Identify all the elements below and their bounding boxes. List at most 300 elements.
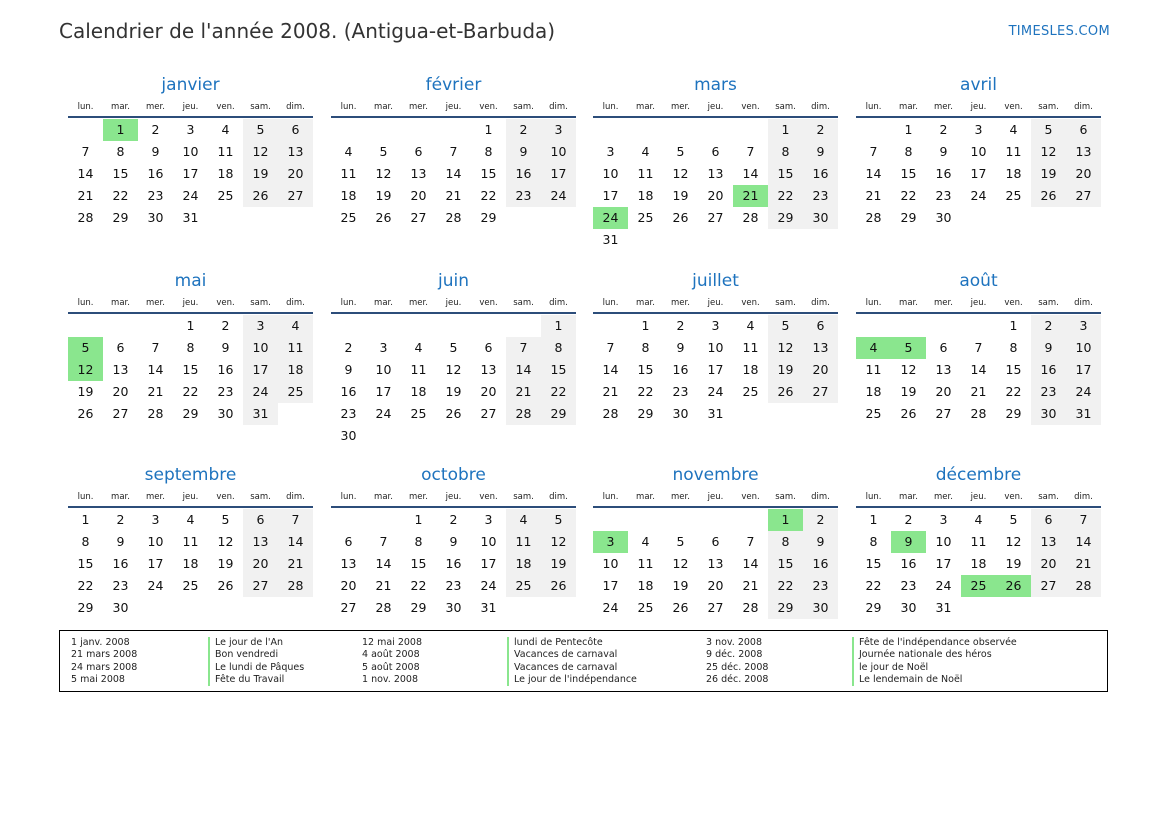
weekday-header (593, 294, 838, 314)
day-cell: 18 (182, 556, 199, 571)
day-cell: 24 (707, 384, 724, 399)
day-cell: 11 (217, 144, 234, 159)
day-cell: 19 (243, 163, 278, 185)
day-cell: 16 (445, 556, 462, 571)
day-cell: 4 (641, 534, 650, 549)
day-cell: 9 (939, 144, 948, 159)
day-cell: 1 (541, 315, 576, 337)
month-name: octobre (421, 465, 486, 485)
day-cell: 20 (112, 384, 129, 399)
month-name: janvier (161, 75, 220, 95)
day-cell: 6 (1066, 119, 1101, 141)
weekday-label: mar. (636, 492, 655, 502)
day-cell: 12 (1005, 534, 1022, 549)
empty-cell (366, 119, 401, 141)
day-cell: 12 (768, 337, 803, 359)
day-cell: 7 (606, 340, 615, 355)
day-cell: 19 (77, 384, 94, 399)
empty-cell (593, 315, 628, 337)
day-cell: 1 (904, 122, 913, 137)
legend-date-column (706, 637, 768, 686)
empty-cell (1066, 207, 1101, 229)
holiday-day-cell: 9 (891, 531, 926, 553)
day-cell: 28 (742, 600, 759, 615)
day-cell: 31 (707, 406, 724, 421)
day-cell: 15 (768, 163, 803, 185)
day-cell: 3 (711, 318, 720, 333)
weekday-label: dim. (549, 492, 568, 502)
day-cell: 5 (1009, 512, 1018, 527)
day-cell: 18 (410, 384, 427, 399)
weekday-label: sam. (513, 492, 534, 502)
empty-cell (698, 509, 733, 531)
day-cell: 12 (900, 362, 917, 377)
day-cell: 15 (480, 166, 497, 181)
weekday-label: mar. (374, 492, 393, 502)
empty-cell (366, 315, 401, 337)
day-cell: 27 (278, 185, 313, 207)
day-cell: 25 (410, 406, 427, 421)
day-cell: 8 (641, 340, 650, 355)
day-cell: 2 (803, 509, 838, 531)
day-cell: 31 (1066, 403, 1101, 425)
day-cell: 12 (1031, 141, 1066, 163)
day-cell: 26 (900, 406, 917, 421)
day-cell: 25 (637, 210, 654, 225)
day-cell: 27 (707, 600, 724, 615)
day-cell: 8 (541, 337, 576, 359)
weekday-label: jeu. (707, 298, 724, 308)
day-cell: 19 (375, 188, 392, 203)
weekday-label: ven. (1004, 298, 1023, 308)
day-cell: 4 (344, 144, 353, 159)
day-cell: 30 (445, 600, 462, 615)
day-cell: 10 (970, 144, 987, 159)
day-cell: 13 (340, 556, 357, 571)
empty-cell (401, 315, 436, 337)
day-cell: 9 (116, 534, 125, 549)
day-cell: 29 (541, 403, 576, 425)
weekday-label: mer. (146, 492, 165, 502)
legend-date-column (71, 637, 137, 686)
weekday-label: jeu. (970, 298, 987, 308)
day-cell: 17 (541, 163, 576, 185)
day-cell: 20 (803, 359, 838, 381)
day-cell: 6 (116, 340, 125, 355)
weekday-label: mer. (671, 492, 690, 502)
month-block (68, 74, 313, 229)
day-cell: 29 (480, 210, 497, 225)
weekday-label: mer. (409, 492, 428, 502)
day-cell: 7 (379, 534, 388, 549)
day-cell: 23 (935, 188, 952, 203)
day-cell: 5 (221, 512, 230, 527)
day-cell: 24 (541, 185, 576, 207)
day-cell: 21 (970, 384, 987, 399)
day-cell: 13 (803, 337, 838, 359)
weekday-header (68, 488, 313, 508)
empty-cell (663, 509, 698, 531)
day-cell: 1 (641, 318, 650, 333)
weekday-label: mar. (111, 492, 130, 502)
day-cell: 10 (182, 144, 199, 159)
day-cell: 17 (375, 384, 392, 399)
day-grid (856, 119, 1101, 229)
day-cell: 14 (506, 359, 541, 381)
weekday-label: dim. (811, 298, 830, 308)
day-cell: 14 (970, 362, 987, 377)
day-grid (593, 315, 838, 425)
day-cell: 6 (243, 509, 278, 531)
day-cell: 9 (221, 340, 230, 355)
day-cell: 18 (970, 556, 987, 571)
day-cell: 22 (768, 185, 803, 207)
day-cell: 11 (410, 362, 427, 377)
day-cell: 20 (1031, 553, 1066, 575)
day-cell: 20 (1066, 163, 1101, 185)
day-cell: 29 (768, 597, 803, 619)
day-cell: 27 (410, 210, 427, 225)
empty-cell (593, 119, 628, 141)
day-cell: 13 (112, 362, 129, 377)
day-cell: 28 (970, 406, 987, 421)
day-cell: 23 (900, 578, 917, 593)
weekday-label: ven. (479, 492, 498, 502)
day-cell: 25 (506, 575, 541, 597)
day-cell: 27 (1066, 185, 1101, 207)
day-cell: 2 (221, 318, 230, 333)
empty-cell (138, 597, 173, 619)
weekday-header (331, 98, 576, 118)
day-cell: 10 (1066, 337, 1101, 359)
day-cell: 25 (217, 188, 234, 203)
day-cell: 6 (414, 144, 423, 159)
day-cell: 29 (410, 600, 427, 615)
day-cell: 29 (112, 210, 129, 225)
empty-cell (1031, 597, 1066, 619)
weekday-label: mar. (899, 298, 918, 308)
day-cell: 25 (865, 406, 882, 421)
weekday-header (68, 98, 313, 118)
day-cell: 4 (974, 512, 983, 527)
day-cell: 3 (974, 122, 983, 137)
day-cell: 5 (449, 340, 458, 355)
weekday-label: ven. (479, 102, 498, 112)
month-name: avril (960, 75, 997, 95)
day-cell: 7 (746, 144, 755, 159)
day-cell: 29 (865, 600, 882, 615)
day-cell: 30 (935, 210, 952, 225)
day-cell: 8 (484, 144, 493, 159)
weekday-label: mer. (934, 102, 953, 112)
legend-holiday-name: Le lundi de Pâques (208, 662, 304, 674)
holiday-day-cell: 3 (593, 531, 628, 553)
weekday-label: lun. (340, 102, 357, 112)
month-name: novembre (672, 465, 759, 485)
day-cell: 21 (1066, 553, 1101, 575)
day-cell: 18 (278, 359, 313, 381)
weekday-label: jeu. (445, 492, 462, 502)
day-cell: 8 (869, 534, 878, 549)
day-cell: 17 (1066, 359, 1101, 381)
empty-cell (366, 425, 401, 447)
day-cell: 23 (147, 188, 164, 203)
day-cell: 31 (480, 600, 497, 615)
day-cell: 17 (707, 362, 724, 377)
day-cell: 23 (445, 578, 462, 593)
empty-cell (733, 403, 768, 425)
day-cell: 4 (186, 512, 195, 527)
day-cell: 19 (445, 384, 462, 399)
day-cell: 1 (81, 512, 90, 527)
day-cell: 30 (803, 597, 838, 619)
weekday-label: ven. (216, 298, 235, 308)
day-cell: 4 (641, 144, 650, 159)
day-cell: 26 (768, 381, 803, 403)
day-cell: 6 (1031, 509, 1066, 531)
empty-cell (698, 119, 733, 141)
day-cell: 13 (243, 531, 278, 553)
empty-cell (506, 315, 541, 337)
legend-name-column (208, 637, 304, 686)
empty-cell (506, 425, 541, 447)
day-cell: 20 (935, 384, 952, 399)
day-cell: 13 (1031, 531, 1066, 553)
day-cell: 13 (410, 166, 427, 181)
day-cell: 8 (186, 340, 195, 355)
day-cell: 11 (182, 534, 199, 549)
day-cell: 9 (449, 534, 458, 549)
day-cell: 28 (375, 600, 392, 615)
day-cell: 24 (970, 188, 987, 203)
month-name: juin (438, 271, 469, 291)
legend-date: 5 mai 2008 (71, 673, 125, 685)
empty-cell (506, 207, 541, 229)
empty-cell (1031, 207, 1066, 229)
empty-cell (698, 229, 733, 251)
day-grid (856, 315, 1101, 425)
day-cell: 2 (676, 318, 685, 333)
day-cell: 31 (182, 210, 199, 225)
day-cell: 14 (602, 362, 619, 377)
day-cell: 28 (742, 210, 759, 225)
legend-date: 4 août 2008 (362, 649, 420, 661)
empty-cell (208, 597, 243, 619)
day-cell: 10 (602, 166, 619, 181)
empty-cell (733, 509, 768, 531)
weekday-label: jeu. (970, 492, 987, 502)
day-cell: 14 (742, 556, 759, 571)
day-cell: 24 (182, 188, 199, 203)
day-cell: 3 (151, 512, 160, 527)
day-cell: 26 (77, 406, 94, 421)
empty-cell (103, 315, 138, 337)
day-cell: 21 (865, 188, 882, 203)
legend-holiday-name: Fête du Travail (208, 674, 304, 686)
weekday-header (331, 294, 576, 314)
holiday-day-cell: 25 (961, 575, 996, 597)
month-block (331, 74, 576, 229)
day-grid (856, 509, 1101, 619)
weekday-label: mer. (409, 298, 428, 308)
day-cell: 11 (637, 166, 654, 181)
weekday-label: sam. (250, 298, 271, 308)
day-cell: 14 (865, 166, 882, 181)
day-cell: 3 (379, 340, 388, 355)
empty-cell (803, 403, 838, 425)
empty-cell (506, 597, 541, 619)
day-cell: 26 (541, 575, 576, 597)
day-cell: 30 (340, 428, 357, 443)
holiday-day-cell: 1 (768, 509, 803, 531)
day-cell: 13 (935, 362, 952, 377)
day-cell: 26 (672, 210, 689, 225)
day-cell: 4 (278, 315, 313, 337)
day-cell: 22 (182, 384, 199, 399)
weekday-label: dim. (286, 298, 305, 308)
day-cell: 18 (637, 188, 654, 203)
empty-cell (278, 403, 313, 425)
empty-cell (733, 229, 768, 251)
day-cell: 4 (746, 318, 755, 333)
day-cell: 12 (672, 556, 689, 571)
weekday-label: mer. (146, 102, 165, 112)
day-cell: 2 (506, 119, 541, 141)
month-block (68, 464, 313, 619)
day-cell: 2 (939, 122, 948, 137)
day-cell: 15 (182, 362, 199, 377)
empty-cell (768, 403, 803, 425)
day-cell: 3 (939, 512, 948, 527)
day-cell: 25 (1005, 188, 1022, 203)
month-name: juillet (692, 271, 739, 291)
day-cell: 12 (217, 534, 234, 549)
day-cell: 29 (182, 406, 199, 421)
day-cell: 11 (742, 340, 759, 355)
day-cell: 6 (711, 534, 720, 549)
day-cell: 15 (900, 166, 917, 181)
day-cell: 19 (217, 556, 234, 571)
day-cell: 10 (375, 362, 392, 377)
weekday-label: mer. (934, 492, 953, 502)
empty-cell (173, 597, 208, 619)
weekday-label: jeu. (970, 102, 987, 112)
weekday-label: dim. (1074, 298, 1093, 308)
day-cell: 15 (112, 166, 129, 181)
day-cell: 2 (449, 512, 458, 527)
day-cell: 16 (900, 556, 917, 571)
empty-cell (961, 597, 996, 619)
day-cell: 11 (865, 362, 882, 377)
day-cell: 11 (278, 337, 313, 359)
empty-cell (768, 229, 803, 251)
day-cell: 27 (935, 406, 952, 421)
empty-cell (68, 315, 103, 337)
legend-holiday-name: Le lendemain de Noël (852, 674, 1017, 686)
empty-cell (68, 119, 103, 141)
day-cell: 9 (803, 531, 838, 553)
weekday-label: jeu. (445, 102, 462, 112)
month-block (68, 270, 313, 425)
legend-date: 1 nov. 2008 (362, 673, 418, 685)
day-cell: 10 (707, 340, 724, 355)
day-cell: 28 (278, 575, 313, 597)
day-cell: 22 (541, 381, 576, 403)
day-cell: 18 (340, 188, 357, 203)
empty-cell (856, 315, 891, 337)
empty-cell (541, 425, 576, 447)
site-brand-link[interactable]: TIMESLES.COM (1008, 24, 1110, 39)
day-cell: 6 (484, 340, 493, 355)
day-cell: 13 (707, 166, 724, 181)
day-cell: 8 (768, 531, 803, 553)
empty-cell (243, 597, 278, 619)
weekday-label: mar. (899, 102, 918, 112)
day-cell: 23 (1031, 381, 1066, 403)
day-grid (331, 119, 576, 229)
day-cell: 2 (151, 122, 160, 137)
day-cell: 26 (672, 600, 689, 615)
weekday-label: mar. (111, 298, 130, 308)
day-cell: 1 (186, 318, 195, 333)
weekday-label: sam. (513, 298, 534, 308)
day-cell: 14 (1066, 531, 1101, 553)
weekday-label: dim. (549, 102, 568, 112)
empty-cell (436, 315, 471, 337)
holiday-day-cell: 26 (996, 575, 1031, 597)
day-cell: 31 (935, 600, 952, 615)
empty-cell (996, 597, 1031, 619)
day-cell: 8 (81, 534, 90, 549)
day-cell: 9 (151, 144, 160, 159)
day-cell: 19 (1005, 556, 1022, 571)
weekday-label: ven. (1004, 102, 1023, 112)
day-cell: 29 (637, 406, 654, 421)
legend-holiday-name: Bon vendredi (208, 649, 304, 661)
day-cell: 7 (81, 144, 90, 159)
empty-cell (663, 229, 698, 251)
day-cell: 17 (935, 556, 952, 571)
day-cell: 30 (803, 207, 838, 229)
weekday-label: lun. (77, 102, 94, 112)
page-title: Calendrier de l'année 2008. (Antigua-et-Barbuda) (59, 19, 556, 43)
day-cell: 22 (865, 578, 882, 593)
weekday-label: mer. (409, 102, 428, 112)
legend-date-column (362, 637, 422, 686)
day-cell: 13 (278, 141, 313, 163)
weekday-label: sam. (250, 102, 271, 112)
weekday-label: dim. (811, 102, 830, 112)
day-cell: 19 (672, 578, 689, 593)
legend-name-column (507, 637, 637, 686)
day-cell: 30 (672, 406, 689, 421)
day-cell: 15 (1005, 362, 1022, 377)
month-name: mars (694, 75, 737, 95)
day-cell: 21 (742, 578, 759, 593)
day-cell: 21 (602, 384, 619, 399)
day-grid (331, 315, 576, 447)
weekday-header (68, 294, 313, 314)
weekday-label: sam. (1038, 298, 1059, 308)
day-cell: 10 (480, 534, 497, 549)
day-cell: 29 (768, 207, 803, 229)
day-cell: 5 (676, 534, 685, 549)
legend-date: 12 mai 2008 (362, 637, 423, 648)
day-cell: 8 (904, 144, 913, 159)
day-cell: 25 (742, 384, 759, 399)
day-cell: 25 (637, 600, 654, 615)
day-cell: 1 (869, 512, 878, 527)
